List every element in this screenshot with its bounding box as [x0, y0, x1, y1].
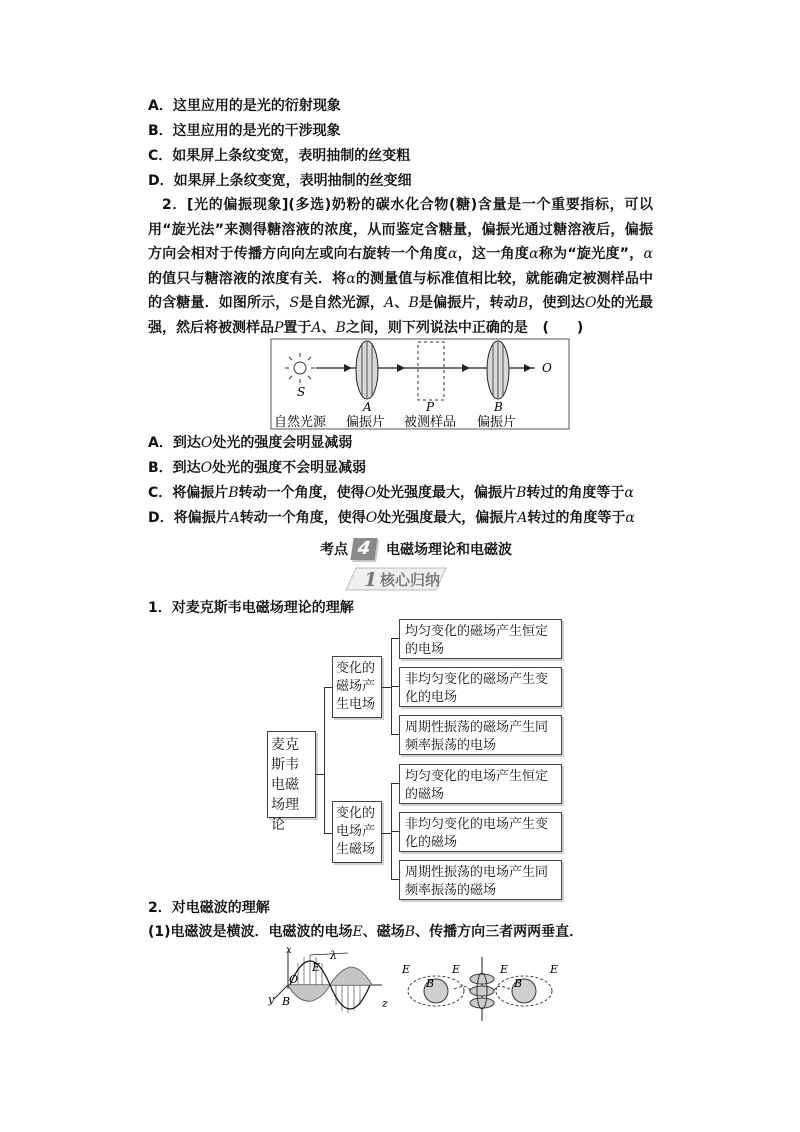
mag-leaf-uniform: 均匀变化的磁场产生恒定的电场 — [399, 619, 562, 659]
svg-text:E: E — [312, 961, 321, 974]
svg-text:核心归纳: 核心归纳 — [380, 571, 441, 589]
svg-text:E: E — [500, 963, 509, 976]
svg-text:y: y — [268, 993, 275, 1006]
svg-text:B: B — [282, 995, 291, 1008]
em-wave-figure — [268, 945, 394, 1021]
polarizer-figure — [270, 338, 570, 430]
label-source: 自然光源 — [274, 415, 327, 430]
item1-heading: 1．对麦克斯韦电磁场理论的理解 — [148, 600, 354, 616]
svg-text:E: E — [452, 963, 461, 976]
ele-leaf-nonuniform: 非均匀变化的电场产生变化的磁场 — [399, 812, 562, 852]
svg-text:λ: λ — [330, 949, 337, 962]
q1-option-c: C．如果屏上条纹变宽，表明抽制的丝变粗 — [148, 148, 411, 164]
label-sample: 被测样品 — [404, 415, 457, 430]
label-polarizer-a: 偏振片 — [346, 415, 386, 430]
svg-text:A: A — [363, 400, 372, 414]
svg-text:O: O — [542, 361, 552, 375]
q2-stem: 2．[光的偏振现象](多选)奶粉的碳水化合物(糖)含量是一个重要指标，可以用“旋光法”来测得糖溶液的浓度，从而鉴定含糖量，偏振光通过糖溶液后，偏振方向会相对于传播方向向左或向右旋转一个角度α，这一角度α称为“旋光度”，α的值只与糖溶液的浓度有关．将α的测量值与标准值相比较，就能确定被测样品中的含糖量．如图所示，S是自然光源，A、B是偏振片，转动B，使到达O处的光最强，然后将被测样品P置于A、B之间，则下列说法中正确的是 ( ) — [148, 197, 654, 336]
sun-icon — [285, 353, 315, 383]
svg-text:P: P — [426, 400, 435, 414]
ele-leaf-uniform: 均匀变化的电场产生恒定的磁场 — [399, 764, 562, 804]
item2-1: (1)电磁波是横波．电磁波的电场E、磁场B、传播方向三者两两垂直． — [148, 924, 584, 940]
mag-leaf-periodic: 周期性振荡的磁场产生同频率振荡的电场 — [399, 715, 562, 755]
q2-option-a: A．到达O处光的强度会明显减弱 — [148, 435, 353, 451]
svg-text:B: B — [514, 977, 523, 990]
branch-electric: 变化的电场产生磁场 — [332, 801, 382, 863]
label-polarizer-b: 偏振片 — [477, 415, 517, 430]
mag-leaf-nonuniform: 非均匀变化的磁场产生变化的电场 — [399, 667, 562, 707]
item2-heading: 2．对电磁波的理解 — [148, 900, 270, 916]
section-heading: 考点 4 电磁场理论和电磁波 — [320, 538, 512, 559]
q1-option-d: D．如果屏上条纹变宽，表明抽制的丝变细 — [148, 173, 412, 189]
svg-text:E: E — [402, 963, 411, 976]
svg-text:B: B — [426, 977, 435, 990]
answer-bracket: ( ) — [542, 319, 584, 336]
svg-text:O: O — [289, 973, 299, 986]
q1-option-b: B．这里应用的是光的干涉现象 — [148, 123, 341, 139]
core-summary-banner — [342, 566, 450, 592]
tree-root: 麦克斯韦电磁场理论 — [267, 731, 316, 818]
ele-leaf-periodic: 周期性振荡的电场产生同频率振荡的磁场 — [399, 860, 562, 900]
q2-option-b: B．到达O处光的强度不会明显减弱 — [148, 460, 367, 476]
em-loops-figure — [398, 955, 566, 1023]
svg-text:z: z — [382, 997, 388, 1010]
q1-option-a: A．这里应用的是光的衍射现象 — [148, 98, 341, 114]
section-title: 电磁场理论和电磁波 — [386, 542, 512, 558]
svg-text:B: B — [494, 400, 503, 414]
svg-text:x: x — [286, 945, 292, 956]
svg-text:1: 1 — [364, 569, 378, 591]
q2-tag: 2．[光的偏振现象](多选) — [162, 197, 332, 213]
sample-container — [418, 342, 444, 400]
branch-magnetic: 变化的磁场产生电场 — [332, 656, 382, 718]
section-number-badge: 4 — [350, 538, 377, 560]
svg-text:S: S — [297, 385, 306, 399]
svg-text:E: E — [550, 963, 559, 976]
q2-option-c: C．将偏振片B转动一个角度，使得O处光强度最大，偏振片B转过的角度等于α — [148, 485, 634, 501]
q2-option-d: D．将偏振片A转动一个角度，使得O处光强度最大，偏振片A转过的角度等于α — [148, 510, 635, 526]
